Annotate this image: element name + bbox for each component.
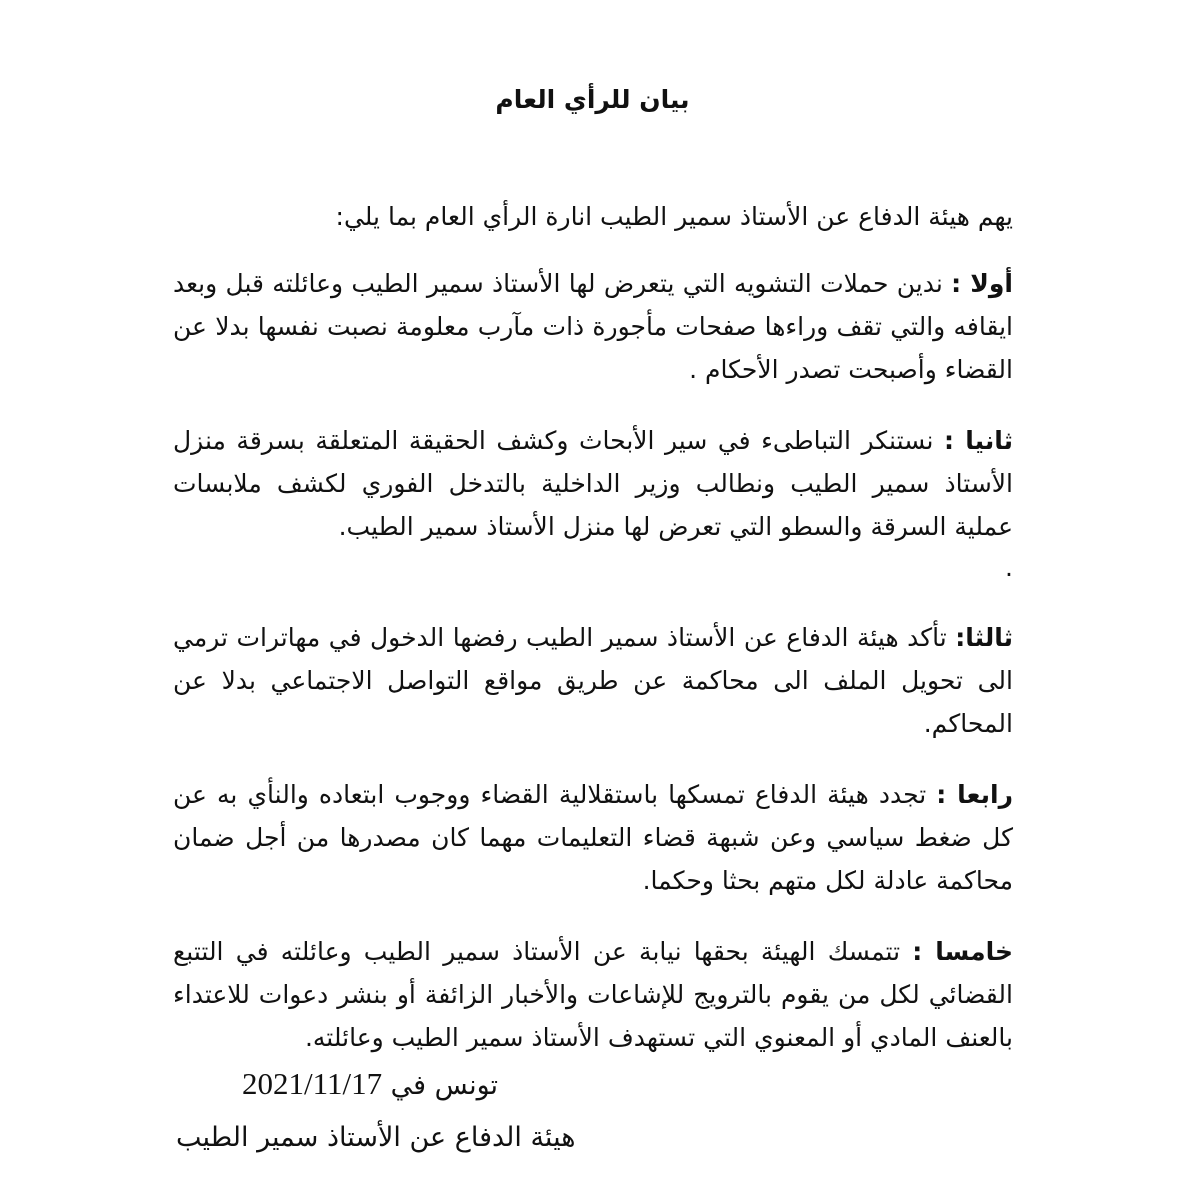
place-date-line bbox=[242, 1064, 498, 1106]
place-label: تونس في bbox=[390, 1070, 499, 1101]
clause-second-trailing-dot: . bbox=[1005, 553, 1013, 582]
clause-fourth-text: تجدد هيئة الدفاع تمسكها باستقلالية القضاء ووجوب ابتعاده والنأي به عن كل ضغط سياسي وعن شبهة قضاء التعليمات مهما كان مصدرها من أجل ضمان محاكمة عادلة لكل متهم بحثا وحكما. bbox=[173, 780, 1013, 895]
clause-third-ordinal: ثالثا: bbox=[955, 623, 1013, 652]
document-body bbox=[173, 195, 1013, 1087]
clause-second-ordinal: ثانيا : bbox=[943, 426, 1013, 455]
intro-paragraph: يهم هيئة الدفاع عن الأستاذ سمير الطيب انارة الرأي العام بما يلي: bbox=[335, 202, 1013, 231]
document-title: بيان للرأي العام bbox=[495, 85, 690, 114]
clause-fifth-text: تتمسك الهيئة بحقها نيابة عن الأستاذ سمير الطيب وعائلته في التتبع القضائي لكل من يقوم بالترويج للإشاعات والأخبار الزائفة أو بنشر دعوات للاعتداء بالعنف المادي أو المعنوي التي تستهدف الأستاذ سمير الطيب وعائلته. bbox=[173, 937, 1013, 1052]
document-date: 2021/11/17 bbox=[242, 1066, 383, 1101]
clause-third bbox=[173, 616, 1013, 745]
clause-third-text: تأكد هيئة الدفاع عن الأستاذ سمير الطيب رفضها الدخول في مهاترات ترمي الى تحويل الملف الى محاكمة عن طريق مواقع التواصل الاجتماعي بدلا عن المحاكم. bbox=[173, 623, 1013, 738]
clause-fourth-ordinal: رابعا : bbox=[936, 780, 1013, 809]
clause-fifth bbox=[173, 930, 1013, 1059]
clause-first bbox=[173, 262, 1013, 391]
clause-fifth-ordinal: خامسا : bbox=[912, 937, 1013, 966]
clause-second-text: نستنكر التباطىء في سير الأبحاث وكشف الحقيقة المتعلقة بسرقة منزل الأستاذ سمير الطيب ونطالب وزير الداخلية بالتدخل الفوري لكشف ملابسات عملية السرقة والسطو التي تعرض لها منزل الأستاذ سمير الطيب. bbox=[173, 426, 1013, 541]
clause-fourth bbox=[173, 773, 1013, 902]
signature: هيئة الدفاع عن الأستاذ سمير الطيب bbox=[176, 1122, 576, 1153]
clause-first-ordinal: أولا : bbox=[951, 269, 1013, 298]
clause-second bbox=[173, 419, 1013, 588]
clause-first-text: ندين حملات التشويه التي يتعرض لها الأستاذ سمير الطيب وعائلته قبل وبعد ايقافه والتي تقف وراءها صفحات مأجورة ذات مآرب معلومة نصبت نفسها بدلا عن القضاء وأصبحت تصدر الأحكام . bbox=[173, 269, 1013, 384]
